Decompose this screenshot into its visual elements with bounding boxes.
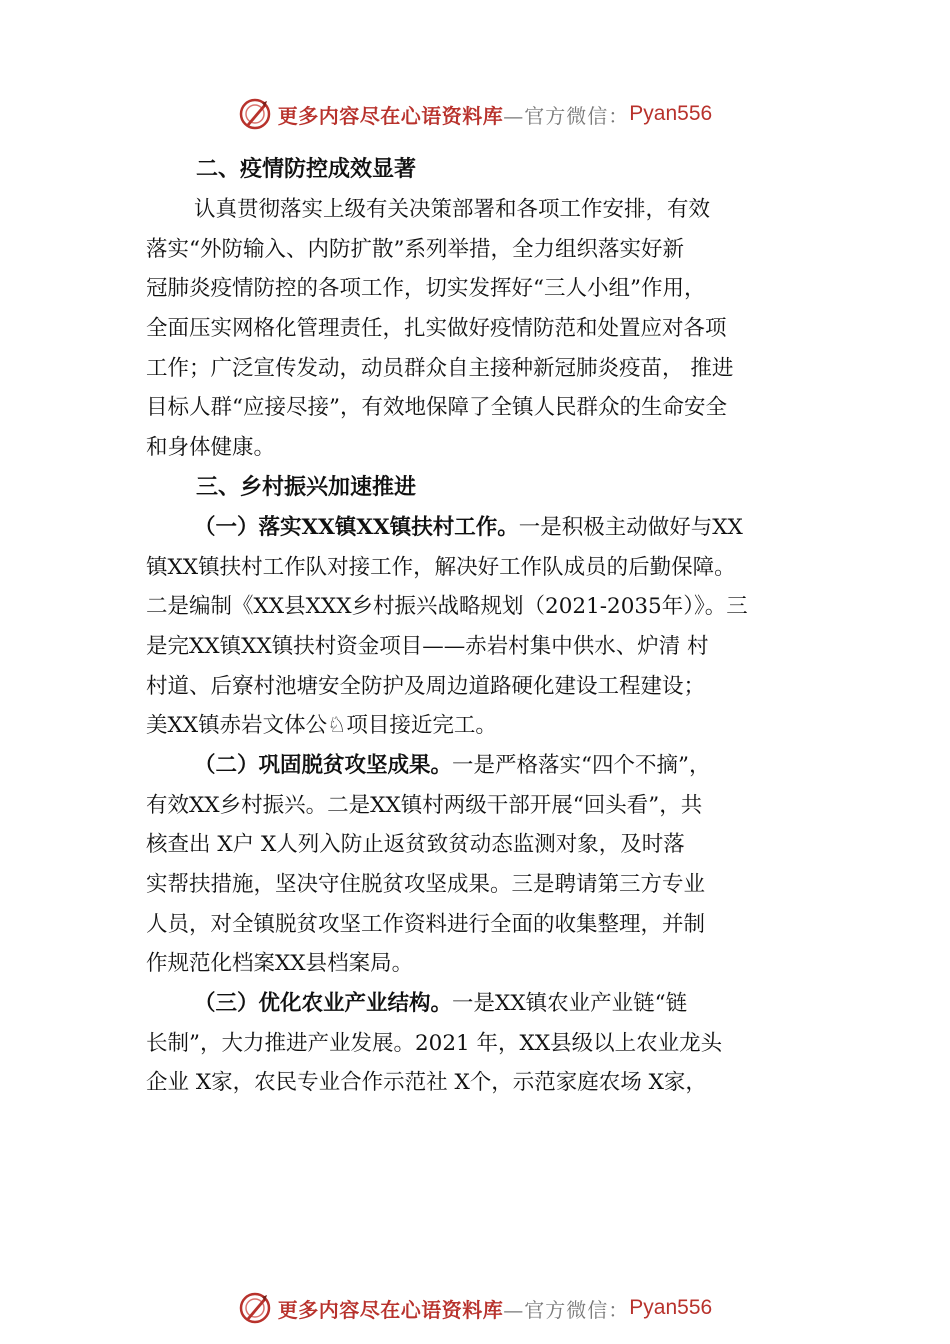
- paragraph-line: 实帮扶措施，坚决守住脱贫攻坚成果。三是聘请第三方专业: [146, 872, 706, 897]
- paragraph-line: 村道、后寮村池塘安全防护及周边道路硬化建设工程建设；: [146, 673, 706, 699]
- paragraph-line: 落实“外防输入、内防扩散”系列举措，全力组织落实好新: [146, 236, 684, 262]
- brand-logo-icon: [238, 1291, 272, 1325]
- footer-banner: [0, 1288, 950, 1328]
- header-banner: [0, 94, 950, 134]
- brand-text: 更多内容尽在心语资料库: [277, 103, 504, 128]
- paragraph-line: 有效XX乡村振兴。二是XX镇村两级干部开展“回头看”，共: [146, 792, 703, 818]
- paragraph-line: 目标人群“应接尽接”，有效地保障了全镇人民群众的生命安全: [146, 395, 727, 421]
- paragraph-text: 一是XX镇农业产业链“链: [452, 991, 688, 1017]
- paragraph-line: 是完XX镇XX镇扶村资金项目——赤岩村集中供水、炉清 村: [146, 633, 709, 659]
- official-wechat-label: —官方微信：: [503, 1297, 630, 1322]
- subsection-title: （二）巩固脱贫攻坚成果。: [194, 752, 453, 778]
- paragraph-line: 长制”，大力推进产业发展。2021 年，XX县级以上农业龙头: [146, 1030, 723, 1056]
- paragraph-line: 工作；广泛宣传发动，动员群众自主接种新冠肺炎疫苗， 推进: [146, 355, 734, 381]
- paragraph-line: 全面压实网格化管理责任，扎实做好疫情防范和处置应对各项: [146, 316, 727, 342]
- brand-logo-icon: [238, 97, 272, 131]
- subsection-title: （一）落实XX镇XX镇扶村工作。: [194, 514, 519, 540]
- official-wechat-label: —官方微信：: [503, 103, 630, 128]
- paragraph-line: [146, 508, 836, 548]
- section-heading-epidemic: 二、疫情防控成效显著: [196, 157, 417, 182]
- document-body: [146, 150, 836, 1103]
- wechat-id: Pyan556: [629, 102, 713, 125]
- paragraph-line: 镇XX镇扶村工作队对接工作，解决好工作队成员的后勤保障。: [146, 554, 736, 580]
- paragraph-line: 作规范化档案XX县档案局。: [146, 951, 414, 977]
- paragraph-line: 冠肺炎疫情防控的各项工作，切实发挥好“三人小组”作用，: [146, 276, 706, 302]
- paragraph-line: 企业 X家，农民专业合作示范社 X个，示范家庭农场 X家，: [146, 1070, 707, 1096]
- paragraph-line: [146, 746, 836, 786]
- paragraph-line: 人员，对全镇脱贫攻坚工作资料进行全面的收集整理，并制: [146, 911, 706, 937]
- paragraph-line: [146, 984, 836, 1024]
- paragraph-line: 和身体健康。: [146, 435, 276, 461]
- wechat-id: Pyan556: [629, 1296, 713, 1319]
- paragraph-line: 核查出 X户 X人列入防止返贫致贫动态监测对象，及时落: [146, 832, 685, 858]
- brand-text: 更多内容尽在心语资料库: [277, 1297, 504, 1322]
- paragraph-line: 美XX镇赤岩文体公♘项目接近完工。: [146, 713, 497, 739]
- section-heading-rural: 三、乡村振兴加速推进: [196, 474, 417, 500]
- subsection-title: （三）优化农业产业结构。: [194, 991, 453, 1017]
- paragraph-text: 一是严格落实“四个不摘”，: [452, 752, 711, 778]
- paragraph-line: 二是编制《XX县XXX乡村振兴战略规划（2021-2035年）》。三: [146, 594, 748, 620]
- paragraph-text: 一是积极主动做好与XX: [518, 514, 743, 540]
- paragraph-line: 认真贯彻落实上级有关决策部署和各项工作安排，有效: [194, 197, 711, 222]
